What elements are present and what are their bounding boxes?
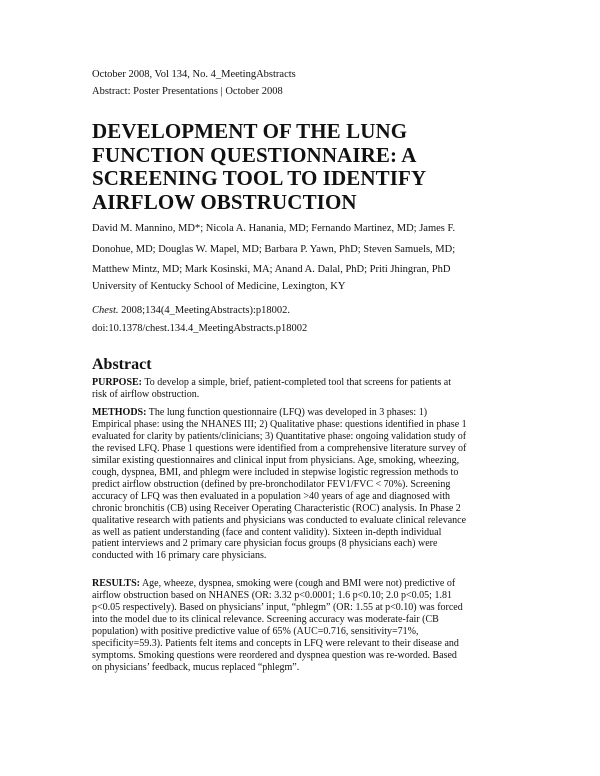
purpose-paragraph: PURPOSE: To develop a simple, brief, patient-completed tool that screens for patients at risk of airflow obstruction. [92, 377, 452, 400]
author-line: David M. Mannino, MD*; Nicola A. Hanania, MD; Fernando Martinez, MD; James F. [92, 223, 456, 234]
results-label: RESULTS: [92, 578, 140, 589]
results-paragraph: RESULTS: Age, wheeze, dyspnea, smoking were (cough and BMI were not) predictive of airflow obstruction based on NHANES (OR: 3.32 p<0.0001; 1.6 p<0.10; 2.0 p<0.05; 1.81 p<0.05 respectively). Based on physicians’ input, “phlegm” (OR: 1.55 at p<0.10) was forced into the model due to its clinical relevance. Screening accuracy was moderate-fair (CB population) with positive predictive value of 65% (AUC=0.716, sensitivity=71%, specificity=59.3). Patients felt items and concepts in LFQ were relevant to their disease and symptoms. Smoking questions were reordered and dyspnea question was re-worded. Based on physicians’ feedback, mucus replaced “phlegm”. [92, 578, 463, 673]
methods-label: METHODS: [92, 407, 147, 418]
methods-paragraph: METHODS: The lung function questionnaire (LFQ) was developed in 3 phases: 1) Empirical phase: using the NHANES III; 2) Qualitative phase: questions identified in phase 1 evaluated for clarity by patients/clinicians; 3) Quantitative phase: ongoing validation study of the revised LFQ. Phase 1 questions were identified from a comprehensive literature survey of similar existing questionnaires and clinical input from physicians. Age, smoking, wheezing, cough, dyspnea, BMI, and phlegm were included in stepwise logistic regression methods to predict airflow obstruction (defined by pre-bronchodilator FEV1/FVC < 70%). Screening accuracy of LFQ was then evaluated in a population >40 years of age and diagnosed with chronic bronchitis (CB) using Receiver Operating Characteristic (ROC) analysis. In Phase 2 qualitative research with patients and physicians was conducted to evaluate clinical relevance as well as patient understanding (face and content validity). Sixteen in-depth individual patient interviews and 2 primary care physician focus groups (8 physicians each) were conducted with 16 primary care physicians. [92, 407, 467, 562]
author-line: Matthew Mintz, MD; Mark Kosinski, MA; Anand A. Dalal, PhD; Priti Jhingran, PhD [92, 264, 451, 275]
doi: doi:10.1378/chest.134.4_MeetingAbstracts.p18002 [92, 323, 308, 334]
citation [92, 304, 290, 318]
title-line: AIRFLOW OBSTRUCTION [92, 189, 357, 214]
purpose-label: PURPOSE: [92, 377, 142, 388]
journal-issue-line: October 2008, Vol 134, No. 4_MeetingAbstracts [92, 69, 296, 80]
author-line: Donohue, MD; Douglas W. Mapel, MD; Barbara P. Yawn, PhD; Steven Samuels, MD; [92, 243, 456, 255]
abstract-heading: Abstract [92, 356, 152, 373]
title-line: FUNCTION QUESTIONNAIRE: A [92, 142, 417, 167]
citation-details: 2008;134(4_MeetingAbstracts):p18002. [118, 305, 291, 316]
author-list [92, 219, 532, 281]
citation-journal: Chest. [92, 305, 119, 316]
article-title [92, 120, 532, 214]
title-line: SCREENING TOOL TO IDENTIFY [92, 166, 427, 190]
affiliation: University of Kentucky School of Medicine, Lexington, KY [92, 281, 346, 292]
title-line: DEVELOPMENT OF THE LUNG [92, 119, 408, 143]
section-line: Abstract: Poster Presentations | October 2008 [92, 86, 283, 97]
